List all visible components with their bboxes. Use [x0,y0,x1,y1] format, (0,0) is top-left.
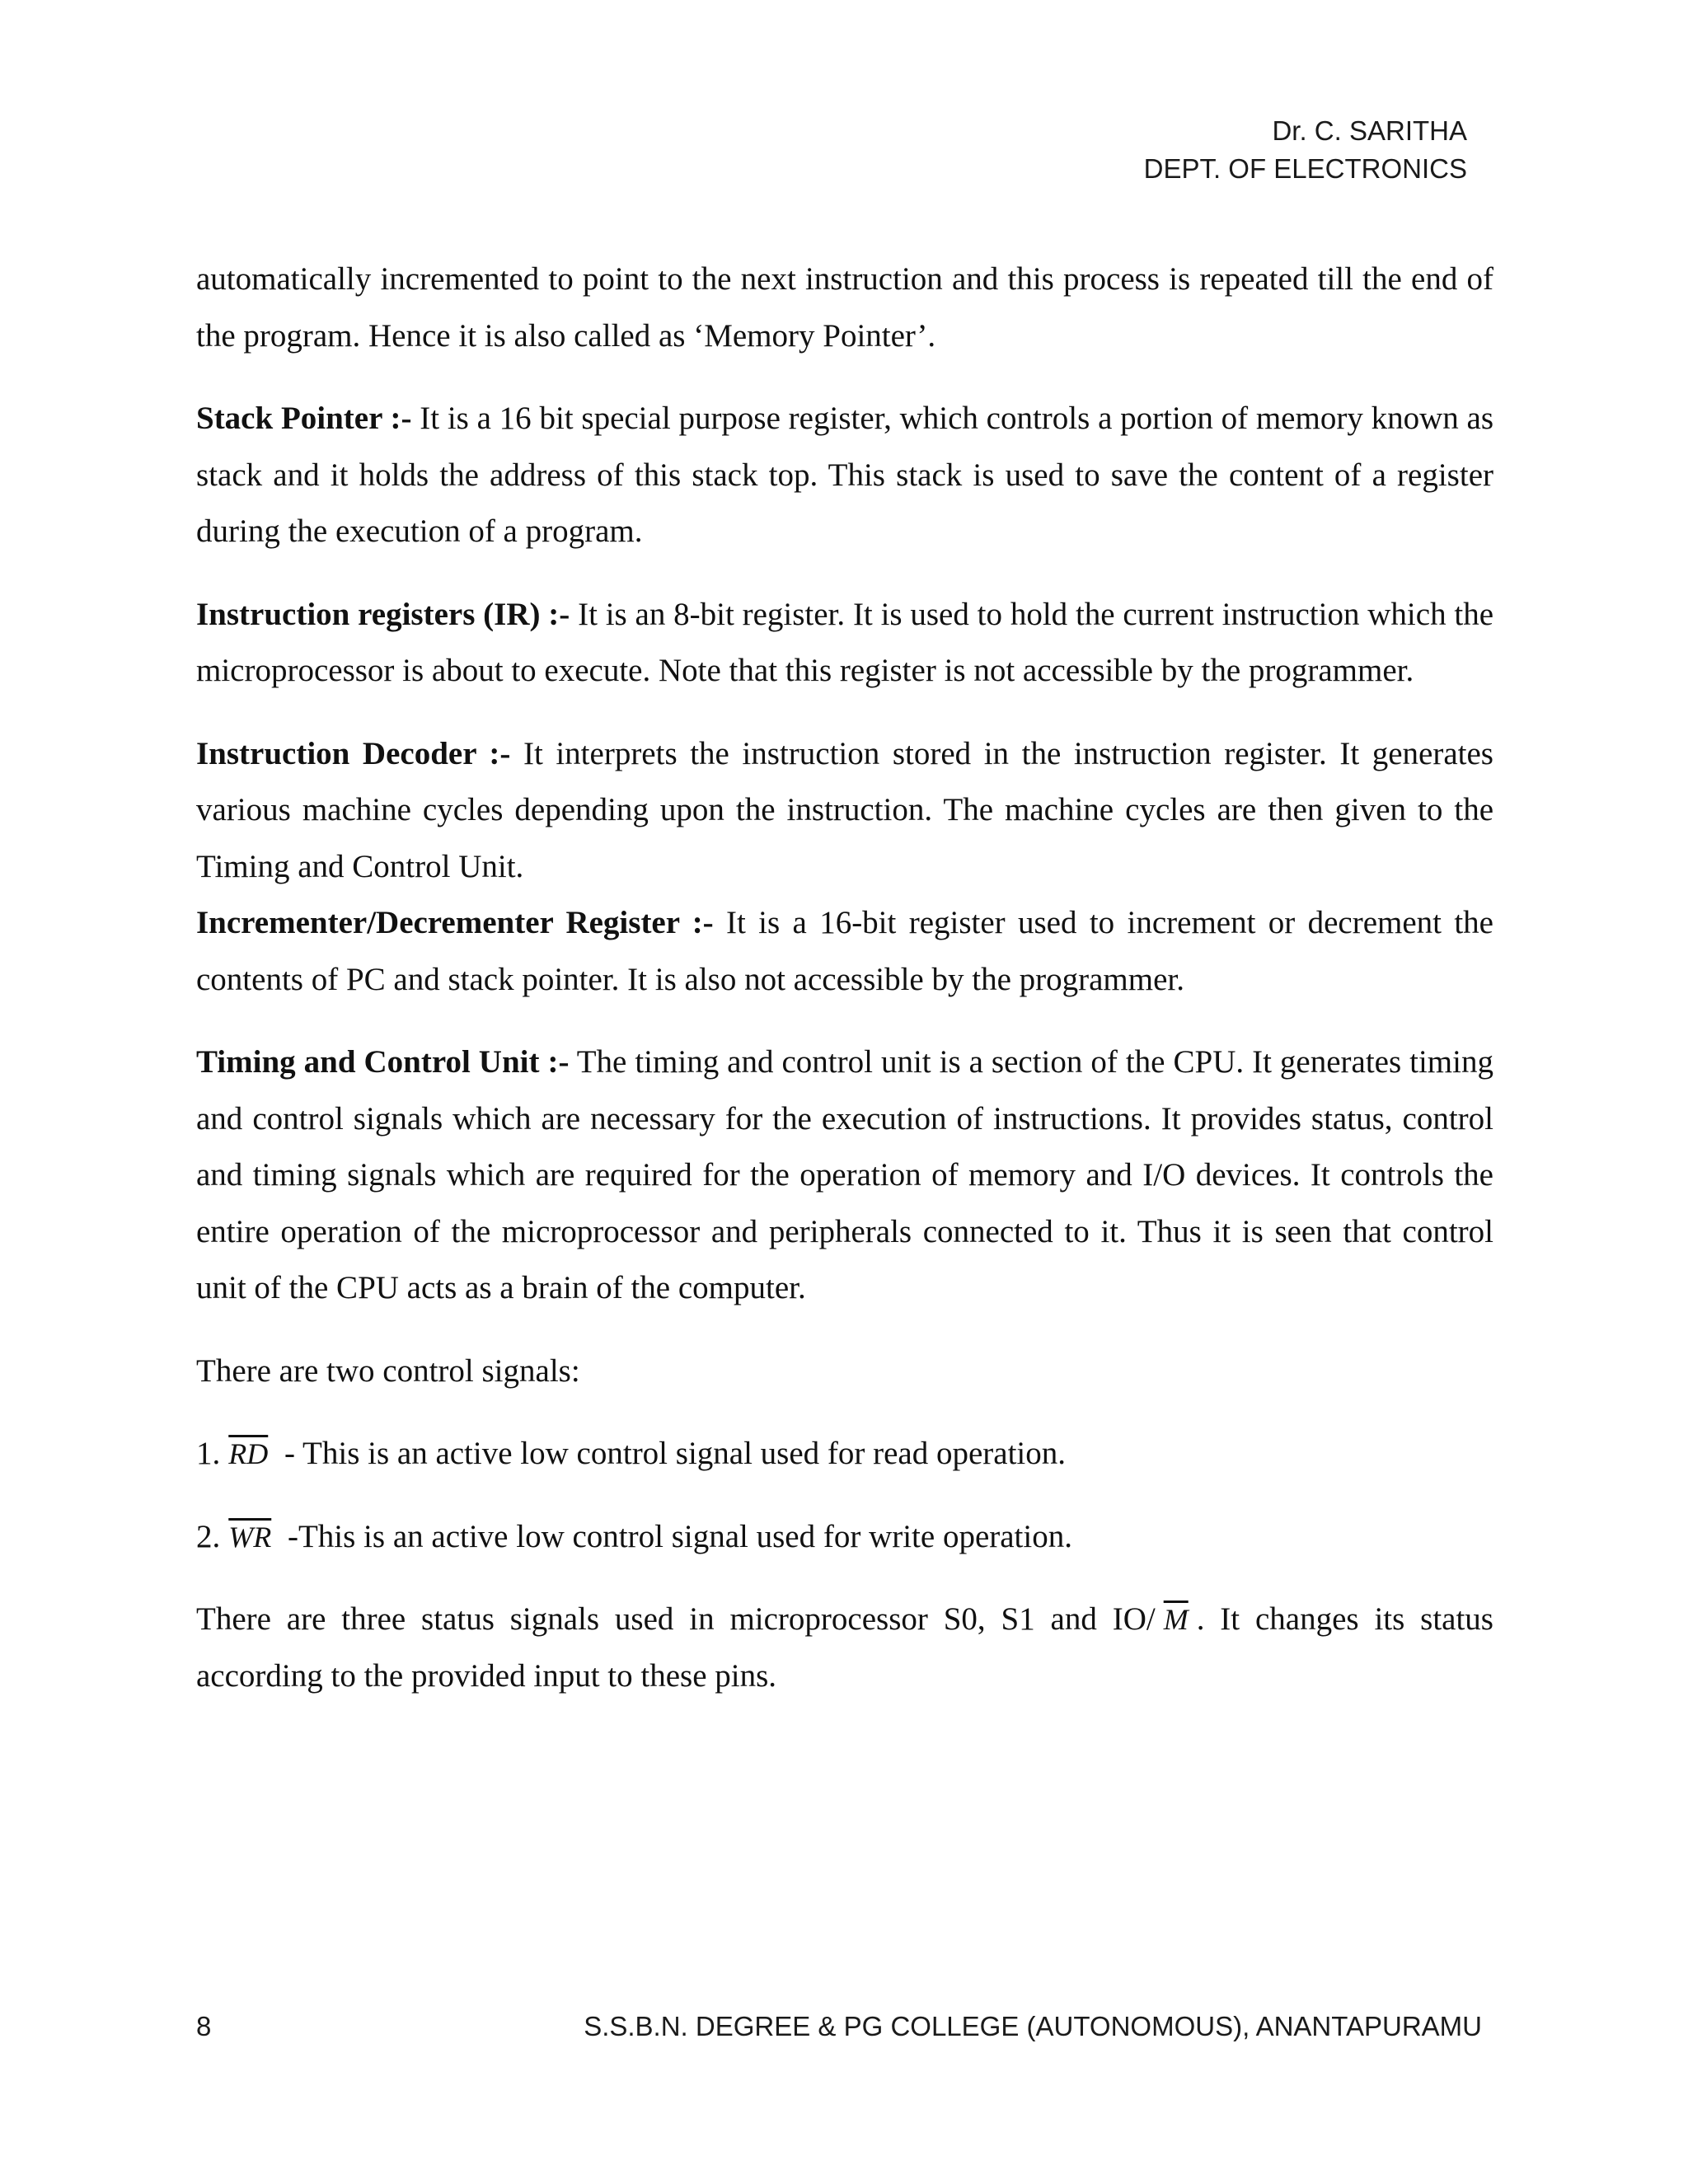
signal-item-text: -This is an active low control signal used for write operation. [279,1518,1072,1554]
instruction-register-paragraph [196,587,1493,700]
instruction-decoder-text: It interprets the instruction stored in the instruction register. It generates various machine cycles depending upon the instruction. The machine cycles are then given to the Timing and Control Unit. [196,735,1493,884]
status-signals-after: . It changes its status according to the provided input to these pins. [196,1601,1493,1694]
page-header [1144,112,1467,188]
signal-item-text: - This is an active low control signal used for read operation. [276,1436,1067,1471]
wr-signal-symbol: $\overline{WR}$ [228,1520,272,1554]
stack-pointer-term: Stack Pointer :- [196,401,412,436]
document-body [196,251,1493,1731]
control-signals-intro: There are two control signals: [196,1352,580,1389]
instruction-register-text: It is an 8-bit register. It is used to hold the current instruction which the microprocessor is about to execute. Note that this register is not accessible by the programmer. [196,596,1494,688]
intro-paragraph: automatically incremented to point to the next instruction and this process is repeated till the end of the program. Hence it is also called as ‘Memory Pointer’. [196,261,1493,354]
department-name: DEPT. OF ELECTRONICS [1143,153,1467,184]
stack-pointer-text: It is a 16 bit special purpose register, which controls a portion of memory known as stack and it holds the address of this stack top. This stack is used to save the content of a register during the execution of a program. [196,401,1494,549]
signal-item-number: 2. [196,1518,221,1554]
incrementer-paragraph [196,895,1493,1008]
instruction-register-term: Instruction registers (IR) :- [196,596,570,632]
status-signals-before: There are three status signals used in microprocessor S0, S1 and IO/ [196,1601,1156,1637]
page-number: 8 [196,2011,212,2041]
stack-pointer-paragraph [196,391,1493,560]
college-name: S.S.B.N. DEGREE & PG COLLEGE (AUTONOMOUS), ANANTAPURAMU [584,2011,1482,2041]
author-name: Dr. C. SARITHA [1272,115,1467,146]
incrementer-term: Incrementer/Decrementer Register :- [196,905,714,940]
timing-control-paragraph [196,1034,1493,1317]
m-signal-symbol: $\overline{M}$ [1163,1603,1189,1636]
signal-item-number: 1. [196,1436,221,1471]
incrementer-text: It is a 16-bit register used to increment or decrement the contents of PC and stack pointer. It is also not accessible by the programmer. [196,905,1493,997]
timing-control-text: The timing and control unit is a section of the CPU. It generates timing and control signals which are necessary for the execution of instructions. It provides status, control and timing signals which are required for the operation of memory and I/O devices. It controls the entire operation of the microprocessor and peripherals connected to it. Thus it is seen that control unit of the CPU acts as a brain of the computer. [196,1044,1493,1305]
signal-item-rd [196,1426,1493,1483]
timing-control-term: Timing and Control Unit :- [196,1044,570,1080]
signal-item-wr [196,1509,1493,1566]
status-signals-paragraph [196,1591,1493,1704]
instruction-decoder-paragraph [196,726,1493,896]
instruction-decoder-term: Instruction Decoder :- [196,735,511,771]
rd-signal-symbol: $\overline{RD}$ [228,1437,269,1470]
